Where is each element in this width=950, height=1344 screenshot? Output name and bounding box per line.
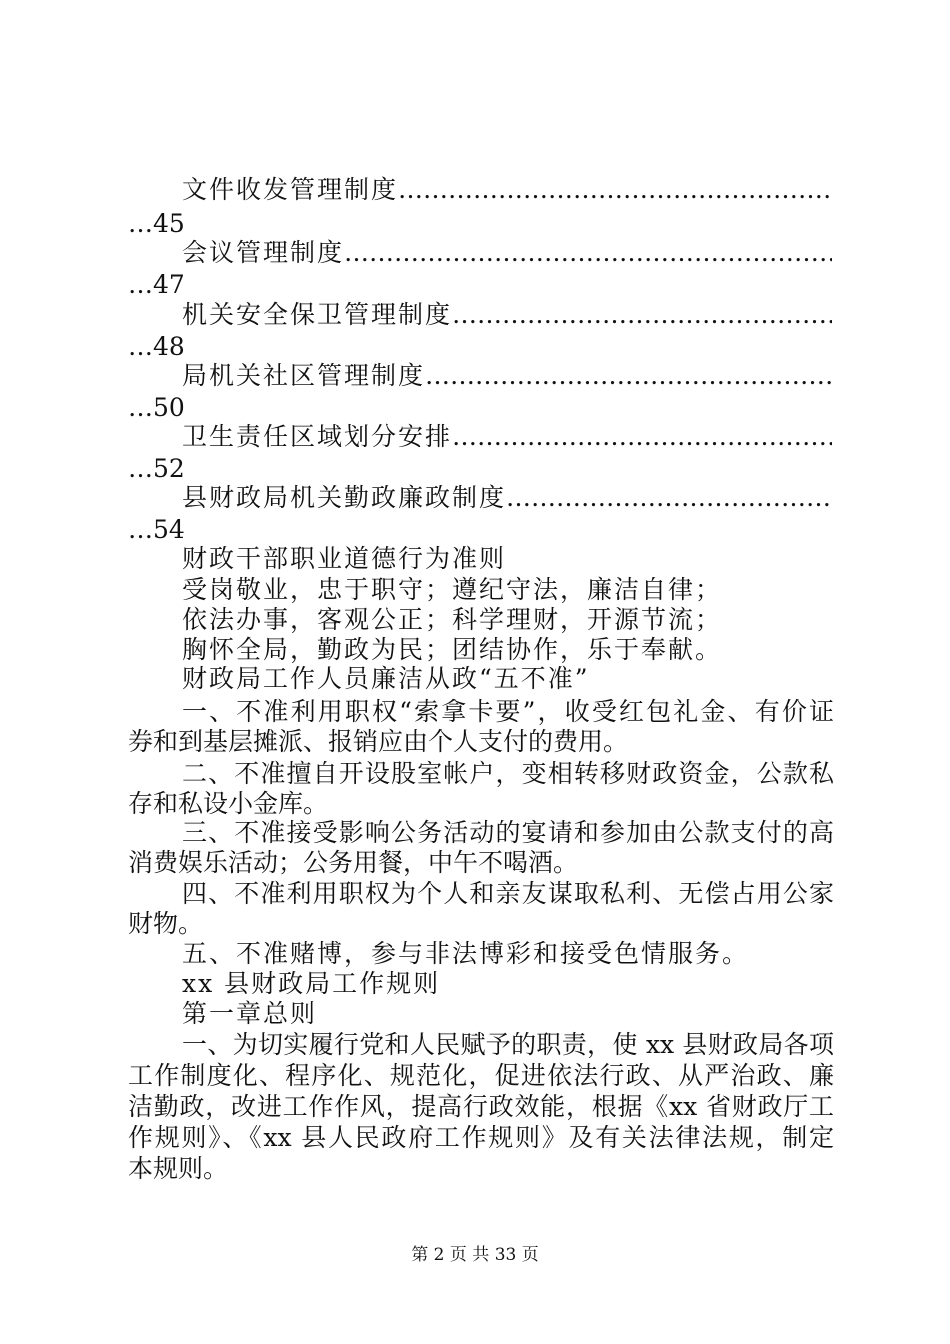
toc-entry-title: 会议管理制度 — [182, 238, 345, 267]
paragraph-line: 作规则》、《xx 县人民政府工作规则》及有关法律法规，制定 — [128, 1123, 834, 1152]
ethics-line: 胸怀全局，勤政为民；团结协作，乐于奉献。 — [182, 635, 723, 664]
toc-entry-title: 文件收发管理制度 — [182, 175, 399, 204]
toc-leader — [452, 300, 832, 330]
toc-entry — [182, 238, 832, 268]
toc-entry — [182, 422, 832, 452]
toc-leader — [506, 483, 832, 513]
rule-item-line: 券和到基层摊派、报销应由个人支付的费用。 — [128, 727, 629, 756]
toc-entry — [182, 175, 832, 205]
toc-entry-page: …45 — [128, 209, 185, 238]
paragraph-line: 本规则。 — [128, 1154, 229, 1183]
rule-item-line: 存和私设小金库。 — [128, 789, 329, 818]
toc-entry-page: …54 — [128, 515, 185, 544]
toc-entry-page: …48 — [128, 332, 185, 361]
chapter-heading: 第一章总则 — [182, 999, 318, 1028]
toc-entry — [182, 361, 832, 391]
rule-item-line: 三、不准接受影响公务活动的宴请和参加由公款支付的高 — [182, 818, 834, 847]
toc-leader — [398, 175, 832, 205]
toc-leader — [452, 422, 832, 452]
paragraph-line: 洁勤政，改进工作作风，提高行政效能，根据《xx 省财政厅工 — [128, 1092, 834, 1121]
rule-item-line: 财物。 — [128, 909, 204, 938]
ethics-line: 依法办事，客观公正；科学理财，开源节流； — [182, 605, 723, 634]
ethics-heading: 财政干部职业道德行为准则 — [182, 544, 507, 573]
paragraph-line: 一、为切实履行党和人民赋予的职责，使 xx 县财政局各项 — [182, 1030, 834, 1059]
rules-title: xx 县财政局工作规则 — [182, 969, 441, 998]
rule-item-line: 四、不准利用职权为个人和亲友谋取私利、无偿占用公家 — [182, 879, 834, 908]
toc-entry — [182, 483, 832, 513]
toc-entry-page: …47 — [128, 270, 185, 299]
rule-item-line: 五、不准赌博，参与非法博彩和接受色情服务。 — [182, 939, 750, 968]
rule-item-line: 一、不准利用职权“索拿卡要”，收受红包礼金、有价证 — [182, 697, 834, 726]
page-footer: 第 2 页 共 33 页 — [411, 1245, 539, 1265]
paragraph-line: 工作制度化、程序化、规范化，促进依法行政、从严治政、廉 — [128, 1061, 834, 1090]
toc-leader — [425, 361, 832, 391]
toc-entry-title: 局机关社区管理制度 — [182, 361, 426, 390]
toc-leader — [344, 238, 832, 268]
rule-item-line: 二、不准擅自开设股室帐户，变相转移财政资金，公款私 — [182, 759, 834, 788]
five-rules-heading: 财政局工作人员廉洁从政“五不准” — [182, 664, 590, 693]
ethics-line: 受岗敬业，忠于职守；遵纪守法，廉洁自律； — [182, 575, 723, 604]
toc-entry — [182, 300, 832, 330]
toc-entry-page: …50 — [128, 393, 185, 422]
rule-item-line: 消费娱乐活动；公务用餐，中午不喝酒。 — [128, 848, 579, 877]
toc-entry-title: 机关安全保卫管理制度 — [182, 300, 453, 329]
toc-entry-page: …52 — [128, 454, 185, 483]
toc-entry-title: 县财政局机关勤政廉政制度 — [182, 483, 507, 512]
toc-entry-title: 卫生责任区域划分安排 — [182, 422, 453, 451]
